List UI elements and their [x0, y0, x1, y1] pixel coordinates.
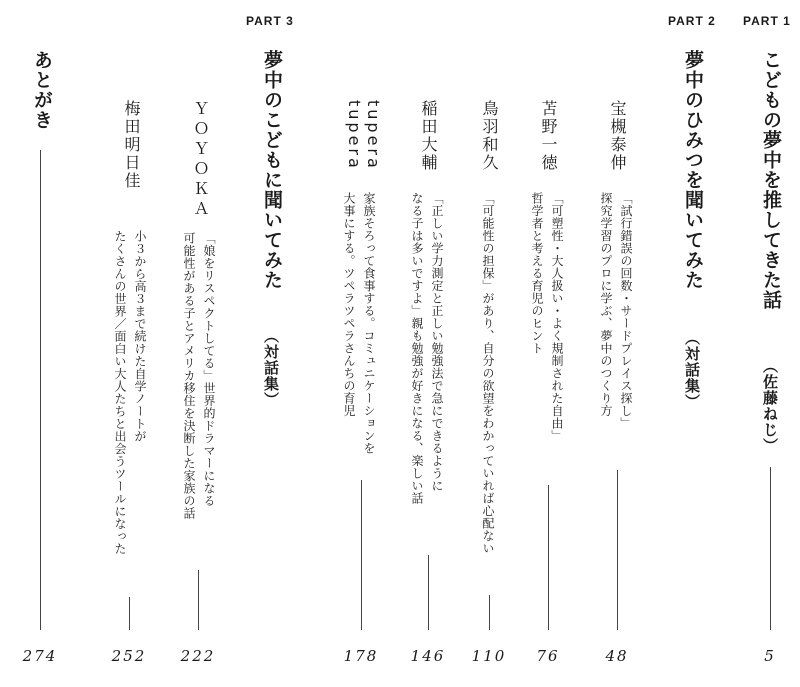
- part-label-1: PART 1: [743, 14, 791, 28]
- section-title-afterword: あとがき: [31, 50, 53, 130]
- entry-description-line: 哲学者と考える育児のヒント: [530, 192, 544, 355]
- leader-line: [428, 555, 429, 630]
- entry-description-line: たくさんの世界／面白い大人たちと出会うツールになった: [113, 230, 127, 555]
- page-number: 146: [410, 647, 446, 665]
- entry-author-line: tupera: [345, 100, 364, 171]
- entry-author-line: tupera: [364, 100, 383, 171]
- section-subtitle-part2: （対話集）: [683, 330, 701, 410]
- entry-description-line: 「正しい学力測定と正しい勉強法で急にできるように: [430, 192, 444, 492]
- entry-description-line: 「試行錯誤の回数・サードプレイス探し」: [619, 192, 633, 430]
- page-number: 76: [536, 647, 560, 665]
- entry-description: [478, 192, 498, 555]
- entry-description-line: 大事にする。ツペラツペラさんちの育児: [342, 192, 356, 417]
- section-subtitle-part1: （佐藤ねじ）: [761, 358, 779, 454]
- entry-description-line: 「娘をリスペクトしてる」世界的ドラマーになる: [202, 232, 216, 507]
- page-number: 178: [343, 647, 379, 665]
- section-title-part2: 夢中のひみつを聞いてみた: [682, 50, 704, 290]
- section-title-part1: こどもの夢中を推してきた話: [760, 50, 782, 310]
- leader-line: [129, 597, 130, 630]
- page-number: 222: [180, 647, 216, 665]
- leader-line: [198, 570, 199, 630]
- entry-description: [527, 192, 567, 632]
- entry-description: [596, 192, 636, 632]
- entry-description-line: 「可能性の担保」があり、自分の欲望をわかっていれば心配ない: [481, 192, 495, 555]
- page-number: 5: [764, 647, 776, 665]
- leader-line: [361, 480, 362, 630]
- page-number: 48: [605, 647, 629, 665]
- entry-description: [110, 230, 150, 630]
- entry-author: 稲田大輔: [419, 100, 438, 172]
- entry-description-line: 「可塑性・大人扱い・よく規制された自由」: [550, 192, 564, 442]
- entry-author: 梅田明日佳: [122, 100, 141, 190]
- entry-description-line: 家族そろって食事する。コミュニケーションを: [362, 192, 376, 455]
- page-number: 110: [471, 647, 507, 665]
- entry-author: 苫野一徳: [539, 100, 558, 172]
- entry-description-line: 可能性がある子とアメリカ移住を決断した家族の話: [182, 232, 196, 520]
- entry-author: [345, 100, 383, 171]
- section-title-part3: 夢中のこどもに聞いてみた: [261, 50, 283, 290]
- entry-description: [179, 232, 219, 632]
- section-subtitle-part3: （対話集）: [262, 328, 280, 408]
- page-number: 252: [111, 647, 147, 665]
- page-number: 274: [22, 647, 58, 665]
- entry-description-line: 小３から高３まで続けた自学ノートが: [133, 230, 147, 443]
- part-label-3: PART 3: [246, 14, 294, 28]
- leader-line: [770, 467, 771, 630]
- entry-author: 鳥羽和久: [480, 100, 499, 172]
- entry-author: ＹＯＹＯＫＡ: [191, 100, 210, 220]
- entry-description: [407, 192, 447, 632]
- leader-line: [489, 595, 490, 630]
- entry-description-line: 探究学習のプロに学ぶ、夢中のつくり方: [599, 192, 613, 417]
- leader-line: [617, 470, 618, 630]
- entry-description: [339, 192, 379, 632]
- entry-author: 宝槻泰伸: [608, 100, 627, 172]
- leader-line: [548, 485, 549, 630]
- part-label-2: PART 2: [668, 14, 716, 28]
- entry-description-line: なる子は多いですよ」親も勉強が好きになる、楽しい話: [410, 192, 424, 505]
- leader-line: [40, 150, 41, 630]
